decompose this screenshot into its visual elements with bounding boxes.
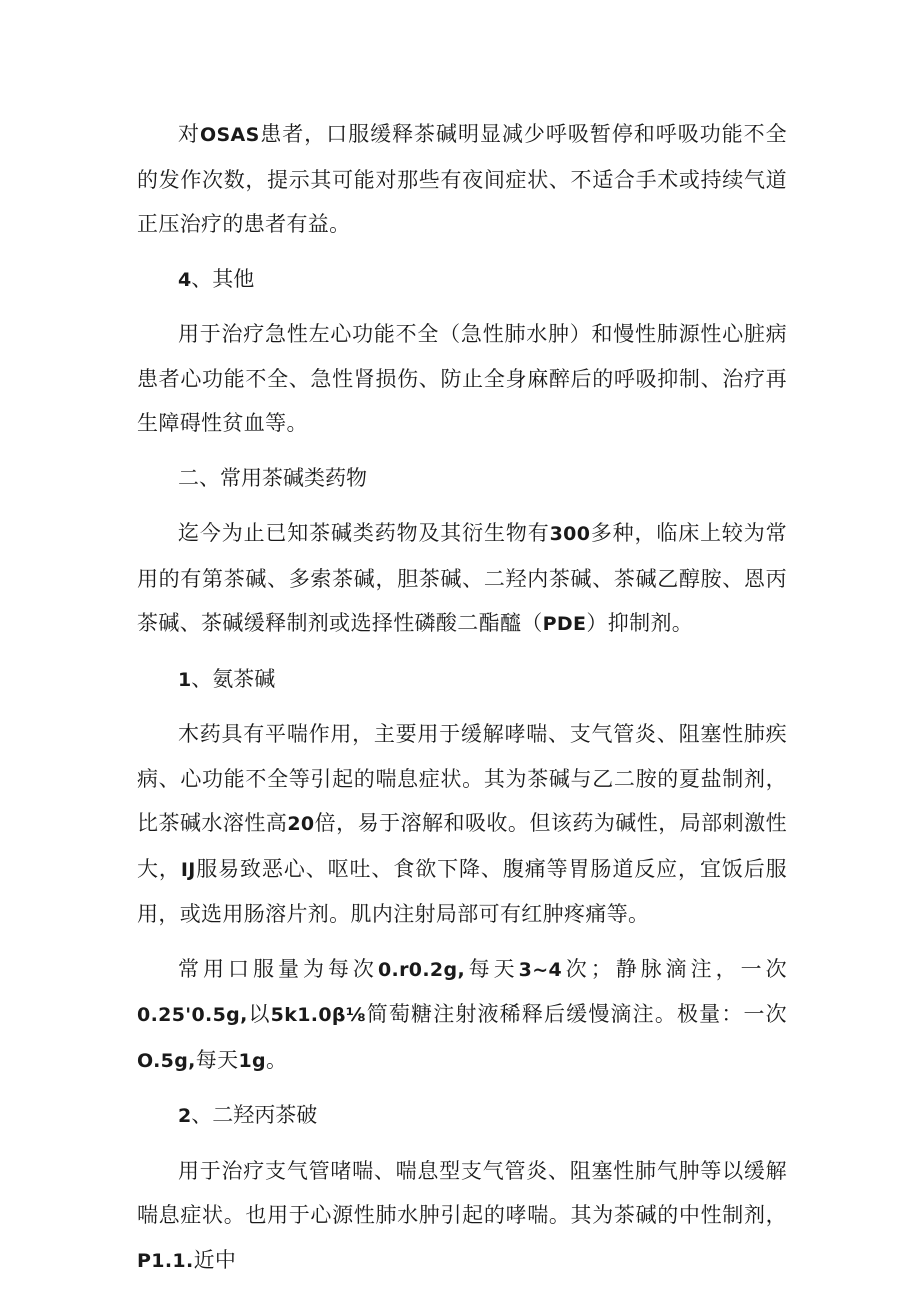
body-paragraph xyxy=(137,511,787,647)
body-paragraph xyxy=(137,1149,787,1284)
bold-term: 20 xyxy=(287,813,315,835)
body-paragraph xyxy=(137,712,787,937)
text-segment: 。 xyxy=(265,1047,288,1072)
body-paragraph xyxy=(137,947,787,1084)
text-segment: ）抑制剂。 xyxy=(586,611,694,635)
body-paragraph xyxy=(137,312,787,446)
heading-title: 二、常用茶碱类药物 xyxy=(178,465,367,490)
bold-term: IJ xyxy=(180,858,196,881)
text-segment: 近中 xyxy=(193,1247,237,1272)
text-segment: 每天 xyxy=(465,956,519,981)
text-segment: 木药具有平喘作用，主要用于缓解哮喘、支气管炎、阻塞性肺疾病、心功能不全等引起的喘息症状。其为茶碱与乙二胺的夏盐制剂，比茶碱水溶性高 xyxy=(137,722,787,835)
heading-number: 2 xyxy=(178,1105,192,1127)
bold-term: O.5g, xyxy=(137,1049,196,1072)
bold-term: 5k1.0β⅛ xyxy=(270,1004,366,1026)
body-paragraph xyxy=(137,112,787,247)
text-segment: 用于治疗支气管啫喘、喘息型支气管炎、阻塞性肺气肿等以缓解喘息症状。也用于心源性肺水肿引起的哮喘。其为茶碱的中性制剂， xyxy=(137,1158,787,1227)
bold-term: PDE xyxy=(542,613,587,635)
text-segment: 以 xyxy=(247,1002,271,1026)
heading-number: 1 xyxy=(178,668,192,691)
heading-title: 、氨茶碱 xyxy=(191,666,276,691)
bold-term: 3~4 xyxy=(518,958,563,981)
text-segment: 倍，易于溶解和吸收。但该药为碱性，局部刺激性大， xyxy=(137,811,787,881)
heading-title: 、二羟丙茶破 xyxy=(191,1103,318,1127)
text-segment: 简萄糖注射液稀释后缓慢滴注。极量：一次 xyxy=(365,1002,787,1026)
text-segment: 服易致恶心、呕吐、食欲下降、腹痛等胃肠道反应，宜饭后服用，或选用肠溶片剂。肌内注射局部可有红肿疼痛等。 xyxy=(137,856,788,926)
bold-term: 1g xyxy=(238,1049,266,1072)
bold-term: 300 xyxy=(549,523,591,545)
section-heading xyxy=(137,257,787,303)
text-segment: 迄今为止已知茶碱类药物及其衍生物有 xyxy=(178,521,550,545)
text-segment: 对 xyxy=(178,122,200,146)
section-heading xyxy=(137,657,787,703)
bold-term: P1.1. xyxy=(137,1249,194,1272)
text-segment: 用于治疗急性左心功能不全（急性肺水肿）和慢性肺源性心脏病患者心功能不全、急性肾损伤、防止全身麻醉后的呼吸抑制、治疗再生障碍性贫血等。 xyxy=(137,322,787,435)
text-segment: 患者，口服缓释茶碱明显减少呼吸暂停和呼吸功能不全的发作次数，提示其可能对那些有夜间症状、不适合手术或持续气道正压治疗的患者有益。 xyxy=(137,122,787,236)
bold-term: OSAS xyxy=(199,124,260,146)
text-segment: 每天 xyxy=(195,1047,239,1072)
section-heading xyxy=(137,456,787,502)
section-heading xyxy=(137,1093,787,1139)
text-segment: 常用口服量为每次 xyxy=(178,956,378,981)
heading-number: 4 xyxy=(178,268,192,291)
text-segment: 多种，临床上较为常用的有第茶碱、多索茶碱，胆茶碱、二羟内茶碱、茶碱乙醇胺、恩丙茶碱、茶碱缓释制剂或选择性磷酸二酯醯（ xyxy=(137,521,787,635)
bold-term: 0.25'0.5g, xyxy=(137,1004,248,1026)
text-segment: 次；静脉滴注，一次 xyxy=(562,956,787,981)
bold-term: 0.r0.2g, xyxy=(377,958,466,981)
heading-title: 、其他 xyxy=(191,266,255,291)
document-body xyxy=(137,112,787,1283)
